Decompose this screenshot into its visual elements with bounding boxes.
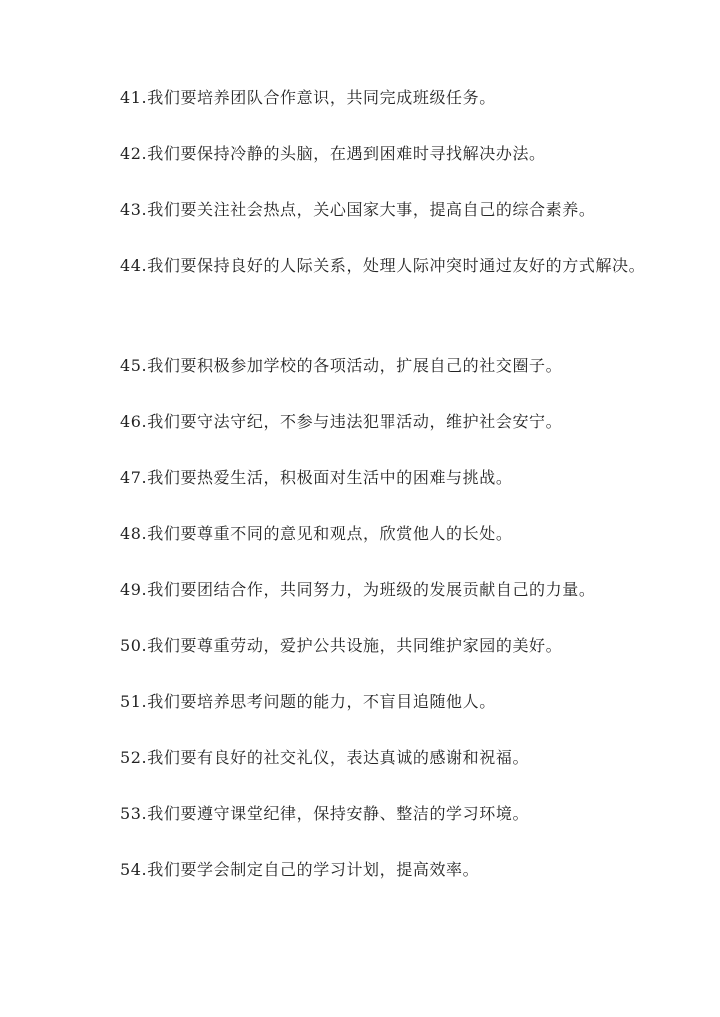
paragraph-47: 47.我们要热爱生活，积极面对生活中的困难与挑战。 bbox=[120, 468, 513, 487]
paragraph-44: 44.我们要保持良好的人际关系，处理人际冲突时通过友好的方式解决。 bbox=[120, 256, 646, 275]
paragraph-41: 41.我们要培养团队合作意识，共同完成班级任务。 bbox=[120, 88, 496, 107]
paragraph-51: 51.我们要培养思考问题的能力，不盲目追随他人。 bbox=[120, 692, 496, 711]
paragraph-43: 43.我们要关注社会热点，关心国家大事，提高自己的综合素养。 bbox=[120, 200, 596, 219]
paragraph-52: 52.我们要有良好的社交礼仪，表达真诚的感谢和祝福。 bbox=[120, 748, 530, 767]
paragraph-49: 49.我们要团结合作，共同努力，为班级的发展贡献自己的力量。 bbox=[120, 580, 596, 599]
paragraph-48: 48.我们要尊重不同的意见和观点，欣赏他人的长处。 bbox=[120, 524, 513, 543]
paragraph-42: 42.我们要保持冷静的头脑，在遇到困难时寻找解决办法。 bbox=[120, 144, 546, 163]
paragraph-54: 54.我们要学会制定自己的学习计划，提高效率。 bbox=[120, 860, 480, 879]
paragraph-45: 45.我们要积极参加学校的各项活动，扩展自己的社交圈子。 bbox=[120, 356, 563, 375]
paragraph-46: 46.我们要守法守纪，不参与违法犯罪活动，维护社会安宁。 bbox=[120, 412, 563, 431]
paragraph-53: 53.我们要遵守课堂纪律，保持安静、整洁的学习环境。 bbox=[120, 804, 530, 823]
paragraph-50: 50.我们要尊重劳动，爱护公共设施，共同维护家园的美好。 bbox=[120, 636, 563, 655]
